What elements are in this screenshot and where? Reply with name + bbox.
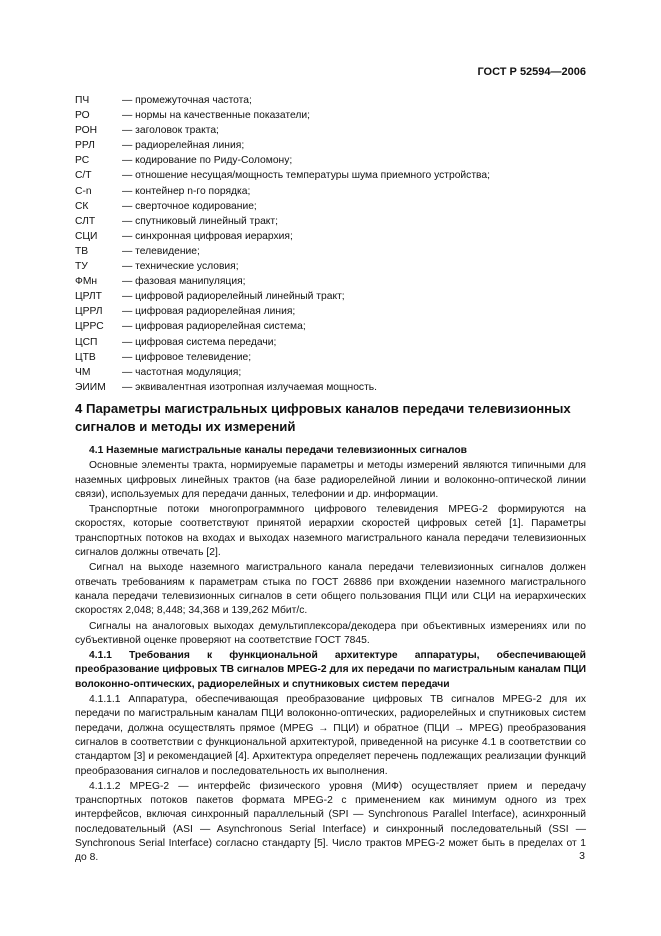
abbreviation-row	[75, 108, 595, 123]
abbreviation-code: ЦТВ	[75, 351, 96, 363]
abbreviation-row	[75, 274, 595, 289]
abbreviation-code: С/Т	[75, 170, 92, 182]
document-header: ГОСТ Р 52594—2006	[477, 66, 586, 78]
abbreviation-row	[75, 153, 595, 168]
abbreviation-code: РО	[75, 110, 90, 122]
subsection-heading: 4.1.1 Требования к функциональной архитектуре аппаратуры, обеспечивающей преобразование цифровых ТВ сигналов MPEG-2 для их передачи по магистральным каналам ПЦИ волоконно-оптических, радиорелейных и спутниковых систем передачи	[75, 650, 586, 690]
abbreviation-row	[75, 93, 595, 108]
abbreviation-row	[75, 244, 595, 259]
abbreviation-code: С-n	[75, 185, 92, 197]
abbreviation-text: — технические условия;	[122, 261, 239, 273]
abbreviation-code: ТВ	[75, 245, 89, 257]
abbreviation-code: ЭИИМ	[75, 381, 106, 393]
abbreviation-text: — промежуточная частота;	[122, 95, 252, 106]
abbreviation-code: ЧМ	[75, 366, 91, 378]
abbreviation-text: — контейнер n-го порядка;	[122, 185, 251, 197]
abbreviation-code: ПЧ	[75, 95, 90, 106]
paragraph: Транспортные потоки многопрограммного цифрового телевидения MPEG-2 формируются на скоростях, которые соответствуют принятой иерархии скоростей цифровых сетей [1]. Параметры транспортных потоков на входах и выходах наземного магистрального канала передачи телевизионных сигналов должны отвечать [2].	[75, 504, 586, 559]
abbreviation-text: — цифровое телевидение;	[122, 351, 252, 363]
abbreviation-code: ФМн	[75, 276, 98, 288]
abbreviation-code: ЦСП	[75, 336, 98, 348]
abbreviation-text: — отношение несущая/мощность температуры шума приемного устройства;	[122, 170, 490, 182]
abbreviation-row	[75, 289, 595, 304]
paragraph: Сигналы на аналоговых выходах демультиплексора/декодера при объективных измерениях или по субъективной оценке проверяют на соответствие ГОСТ 7845.	[75, 620, 586, 646]
abbreviation-row	[75, 184, 595, 199]
abbreviation-row	[75, 350, 595, 365]
abbreviation-text: — заголовок тракта;	[122, 125, 219, 137]
abbreviation-text: — синхронная цифровая иерархия;	[122, 230, 293, 242]
abbreviations-list	[75, 93, 595, 395]
abbreviation-row	[75, 123, 595, 138]
abbreviation-row	[75, 304, 595, 319]
abbreviation-code: ЦРРЛ	[75, 306, 103, 318]
abbreviation-text: — цифровая система передачи;	[122, 336, 277, 348]
abbreviation-text: — сверточное кодирование;	[122, 200, 257, 212]
abbreviation-code: РС	[75, 155, 90, 167]
abbreviation-text: — фазовая манипуляция;	[122, 276, 246, 288]
section-title: 4 Параметры магистральных цифровых каналов передачи телевизионных сигналов и методы их измерений	[75, 401, 571, 434]
abbreviation-text: — цифровой радиорелейный линейный тракт;	[122, 291, 345, 303]
abbreviation-text: — цифровая радиорелейная система;	[122, 321, 306, 333]
page-number: 3	[579, 850, 585, 862]
abbreviation-text: — нормы на качественные показатели;	[122, 110, 311, 122]
abbreviation-row	[75, 214, 595, 229]
abbreviation-row	[75, 319, 595, 334]
abbreviation-text: — радиорелейная линия;	[122, 140, 245, 152]
abbreviation-code: РРЛ	[75, 140, 95, 152]
abbreviation-row	[75, 380, 595, 395]
abbreviation-row	[75, 199, 595, 214]
abbreviation-row	[75, 138, 595, 153]
abbreviation-row	[75, 168, 595, 183]
paragraph: 4.1.1.2 MPEG-2 — интерфейс физического уровня (МИФ) осуществляет прием и передачу транспортных потоков пакетов формата MPEG-2 с применением как минимум одного из трех интерфейсов, включая синхронный параллельный (SPI — Synchronous Parallel Interface), асинхронный последовательный (ASI — Asynchronous Serial Interface) и синхронный последовательный (SSI — Synchronous Serial Interface) согласно стандарту [5]. Число трактов MPEG-2 может быть в пределах от 1 до 8.	[75, 780, 586, 864]
abbreviation-code: СК	[75, 200, 89, 212]
abbreviation-code: ТУ	[75, 261, 88, 273]
abbreviation-row	[75, 259, 595, 274]
body-text	[75, 444, 586, 866]
abbreviation-text: — спутниковый линейный тракт;	[122, 215, 279, 227]
abbreviation-row	[75, 229, 595, 244]
abbreviation-text: — кодирование по Риду-Соломону;	[122, 155, 293, 167]
abbreviation-code: РОН	[75, 125, 98, 137]
abbreviation-code: ЦРЛТ	[75, 291, 102, 303]
abbreviation-text: — телевидение;	[122, 245, 200, 257]
abbreviation-row	[75, 335, 595, 350]
abbreviation-code: ЦРРС	[75, 321, 104, 333]
abbreviation-text: — эквивалентная изотропная излучаемая мощность.	[122, 381, 378, 393]
subsection-heading: 4.1 Наземные магистральные каналы передачи телевизионных сигналов	[89, 445, 467, 456]
paragraph: Сигнал на выходе наземного магистрального канала передачи телевизионных сигналов должен отвечать требованиям к параметрам стыка по ГОСТ 26886 при вхождении наземного магистрального канала передачи телевизионных сигналов в сети общего пользования ПЦИ или СЦИ на иерархических скоростях 2,048; 8,448; 34,368 и 139,262 Мбит/с.	[75, 562, 586, 617]
abbreviation-code: СЦИ	[75, 230, 98, 242]
abbreviation-row	[75, 365, 595, 380]
paragraph: 4.1.1.1 Аппаратура, обеспечивающая преобразование цифровых ТВ сигналов MPEG-2 для их передачи по магистральным каналам ПЦИ волоконно-оптических, радиорелейных и спутниковых систем передачи, должна осуществлять прямое (MPEG → ПЦИ) и обратное (ПЦИ → MPEG) преобразования сигналов в соответствии с функциональной архитектурой, приведенной на рисунке 4.1 в соответствии со стандартом [3] и рекомендацией [4]. Архитектура определяет перечень подлежащих реализации функций преобразования сигналов и последовательность их выполнения.	[75, 694, 586, 777]
paragraph: Основные элементы тракта, нормируемые параметры и методы измерений являются типичными для наземных цифровых линейных трактов (на базе радиорелейной линии и волоконно-оптической линии связи), используемых для передачи данных, телефонии и др. информации.	[75, 460, 586, 500]
abbreviation-text: — частотная модуляция;	[122, 366, 242, 378]
abbreviation-code: СЛТ	[75, 215, 96, 227]
abbreviation-text: — цифровая радиорелейная линия;	[122, 306, 296, 318]
